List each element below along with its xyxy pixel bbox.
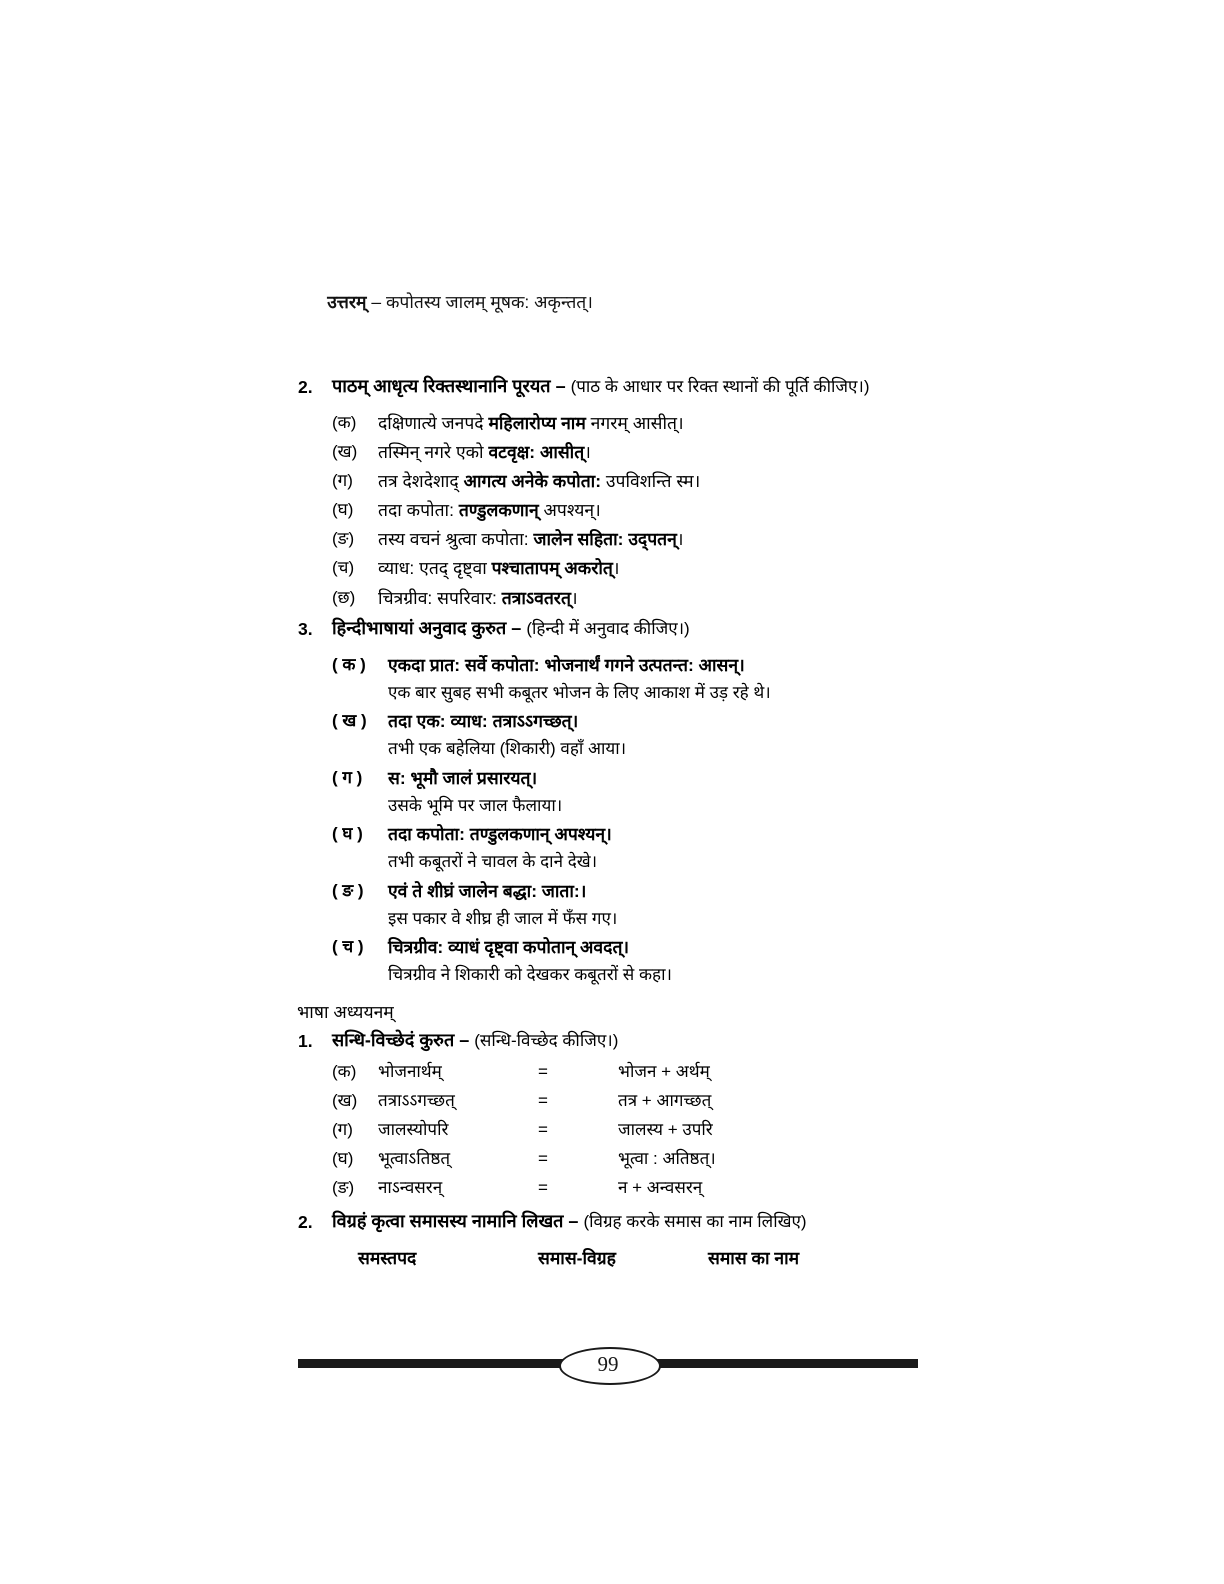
- item-sanskrit: स: भूमौ जालं प्रसारयत्।: [388, 767, 538, 788]
- sandhi-row: [332, 1116, 918, 1145]
- row-equals: =: [538, 1149, 548, 1169]
- item-post: नगरम् आसीत्।: [585, 412, 684, 433]
- row-equals: =: [538, 1062, 548, 1082]
- question-sandhi-heading-sanskrit: सन्धि-विच्छेदं कुरुत –: [332, 1030, 475, 1051]
- row-left: नाऽन्वसरन्: [378, 1178, 443, 1198]
- item-hindi: उसके भूमि पर जाल फैलाया।: [388, 795, 563, 815]
- question-3-heading: [332, 616, 918, 640]
- row-right: भोजन + अर्थम्: [618, 1062, 710, 1082]
- item-text: [378, 439, 918, 466]
- item-bold: तत्राऽवतरत्: [501, 587, 571, 608]
- item-label: (घ): [332, 500, 354, 520]
- question-sandhi-heading-hindi: (सन्धि-विच्छेद कीजिए।): [474, 1031, 619, 1051]
- item-post: ।: [676, 529, 684, 550]
- question-sandhi: [298, 1028, 918, 1202]
- item-label: (ङ): [332, 529, 355, 549]
- question-2: [298, 374, 918, 612]
- item-pre: तस्य वचनं श्रुत्वा कपोता:: [378, 529, 534, 550]
- item-label: (क): [332, 412, 357, 432]
- translate-item: [332, 708, 918, 735]
- question-2-heading-hindi: (पाठ के आधार पर रिक्त स्थानों की पूर्ति कीजिए।): [570, 376, 870, 396]
- page-content: [298, 262, 918, 1270]
- question-3: [298, 616, 918, 989]
- item-text: [378, 526, 918, 553]
- item-hindi: चित्रग्रीव ने शिकारी को देखकर कबूतरों से कहा।: [388, 965, 672, 985]
- question-samas-heading-sanskrit: विग्रहं कृत्वा समासस्य नामानि लिखत –: [332, 1210, 584, 1231]
- row-left: भूत्वाऽतिष्ठत्: [378, 1149, 451, 1169]
- item-sanskrit: तदा कपोता: तण्डुलकणान् अपश्यन्।: [388, 824, 612, 845]
- row-equals: =: [538, 1120, 548, 1140]
- list-item: [332, 555, 918, 582]
- item-label: ( ङ ): [332, 880, 364, 900]
- row-right: न + अन्वसरन्: [618, 1178, 703, 1198]
- item-sanskrit: एवं ते शीघ्रं जालेन बद्धा: जाता:।: [388, 880, 587, 901]
- row-label: (ङ): [332, 1178, 355, 1198]
- translate-item: [332, 821, 918, 848]
- question-3-heading-sanskrit: हिन्दीभाषायां अनुवाद कुरुत –: [332, 617, 527, 638]
- item-hindi: एक बार सुबह सभी कबूतर भोजन के लिए आकाश में उड़ रहे थे।: [388, 682, 771, 702]
- item-post: ।: [584, 441, 591, 462]
- item-label: (छ): [332, 587, 356, 607]
- sandhi-row: [332, 1087, 918, 1116]
- answer-dash: –: [366, 291, 386, 312]
- item-label: (च): [332, 558, 355, 578]
- list-item: [332, 439, 918, 466]
- item-bold: वटवृक्ष: आसीत्: [488, 441, 585, 462]
- list-item: [332, 410, 918, 437]
- section-title: भाषा अध्ययनम्: [297, 1002, 394, 1023]
- page-number: 99: [597, 1352, 619, 1376]
- row-right: तत्र + आगच्छत्: [618, 1091, 712, 1111]
- answer-text: कपोतस्य जालम् मूषक: अकृन्तत्।: [385, 291, 593, 312]
- item-text: [378, 410, 918, 437]
- translate-item: [332, 652, 918, 679]
- answer-line: [298, 262, 918, 342]
- item-pre: तत्र देशदेशाद्: [378, 471, 464, 492]
- item-post: ।: [570, 587, 578, 608]
- row-label: (ख): [332, 1091, 358, 1111]
- question-3-number: 3.: [298, 618, 313, 639]
- question-samas-heading: [332, 1209, 918, 1233]
- item-post: अपश्यन्।: [538, 500, 601, 521]
- row-equals: =: [538, 1091, 548, 1111]
- list-item: [332, 526, 918, 553]
- question-samas-heading-hindi: (विग्रह करके समास का नाम लिखिए): [583, 1211, 807, 1231]
- item-label: ( ख ): [332, 711, 367, 731]
- item-bold: आगत्य अनेके कपोता:: [463, 471, 602, 492]
- row-left: जालस्योपरि: [378, 1120, 449, 1140]
- list-item: [332, 585, 918, 612]
- item-pre: तदा कपोता:: [378, 500, 459, 521]
- answer-label: उत्तरम्: [327, 291, 367, 312]
- question-2-heading: [332, 374, 918, 398]
- column-header-samas-vigrah: समास-विग्रह: [538, 1247, 616, 1268]
- row-equals: =: [538, 1178, 548, 1198]
- item-sanskrit: चित्रग्रीव: व्याधं दृष्ट्वा कपोतान् अवदत्।: [388, 937, 630, 957]
- item-pre: चित्रग्रीव: सपरिवार:: [378, 587, 502, 608]
- item-post: उपविशन्ति स्म।: [601, 471, 701, 492]
- row-label: (क): [332, 1062, 357, 1082]
- item-hindi: तभी कबूतरों ने चावल के दाने देखे।: [388, 852, 598, 872]
- question-samas: [298, 1209, 918, 1236]
- sandhi-row: [332, 1058, 918, 1087]
- question-samas-number: 2.: [298, 1211, 313, 1232]
- list-item: [332, 497, 918, 524]
- column-header-samas-name: समास का नाम: [708, 1247, 800, 1268]
- item-label: ( क ): [332, 654, 366, 674]
- item-label: ( ग ): [332, 767, 363, 787]
- item-bold: तण्डुलकणान्: [458, 500, 539, 521]
- item-pre: दक्षिणात्ये जनपदे: [378, 412, 489, 433]
- item-label: (ख): [332, 441, 358, 461]
- page-footer: [298, 1345, 918, 1385]
- item-sanskrit: तदा एक: व्याध: तत्राऽऽगच्छत्।: [388, 711, 579, 732]
- row-right: भूत्वा : अतिष्ठत्।: [618, 1149, 716, 1169]
- item-label: ( च ): [332, 937, 364, 956]
- item-label: ( घ ): [332, 824, 363, 844]
- item-sanskrit: एकदा प्रात: सर्वे कपोता: भोजनार्थं गगने उत्पतन्त: आसन्।: [388, 654, 745, 675]
- item-post: ।: [612, 558, 620, 579]
- question-sandhi-number: 1.: [298, 1031, 313, 1052]
- translate-item: [332, 934, 918, 961]
- sandhi-row: [332, 1145, 918, 1174]
- question-2-heading-sanskrit: पाठम् आधृत्य रिक्तस्थानानि पूरयत –: [332, 375, 571, 396]
- translate-item: [332, 878, 918, 905]
- item-bold: महिलारोप्य नाम: [488, 412, 586, 433]
- item-text: [378, 555, 918, 582]
- item-text: [378, 497, 918, 524]
- column-header-samastapad: समस्तपद: [358, 1247, 417, 1268]
- item-hindi: तभी एक बहेलिया (शिकारी) वहाँ आया।: [388, 739, 627, 759]
- item-pre: व्याध: एतद् दृष्ट्वा: [378, 558, 492, 579]
- translate-item: [332, 765, 918, 792]
- item-bold: जालेन सहिता: उद्पतन्: [533, 529, 677, 550]
- row-right: जालस्य + उपरि: [618, 1120, 713, 1140]
- sandhi-row: [332, 1174, 918, 1203]
- samas-table-header: [358, 1246, 918, 1270]
- item-pre: तस्मिन् नगरे एको: [378, 441, 489, 462]
- question-2-number: 2.: [298, 376, 313, 397]
- row-left: तत्राऽऽगच्छत्: [378, 1091, 455, 1111]
- row-label: (ग): [332, 1120, 353, 1140]
- item-hindi: इस पकार वे शीघ्र ही जाल में फँस गए।: [388, 908, 618, 928]
- item-text: [378, 585, 918, 612]
- question-sandhi-heading: [332, 1028, 918, 1052]
- row-label: (घ): [332, 1149, 354, 1169]
- list-item: [332, 468, 918, 495]
- item-text: [378, 468, 918, 495]
- question-3-heading-hindi: (हिन्दी में अनुवाद कीजिए।): [526, 618, 690, 638]
- item-label: (ग): [332, 471, 353, 491]
- item-bold: पश्चातापम् अकरोत्: [491, 558, 613, 579]
- row-left: भोजनार्थम्: [378, 1062, 442, 1082]
